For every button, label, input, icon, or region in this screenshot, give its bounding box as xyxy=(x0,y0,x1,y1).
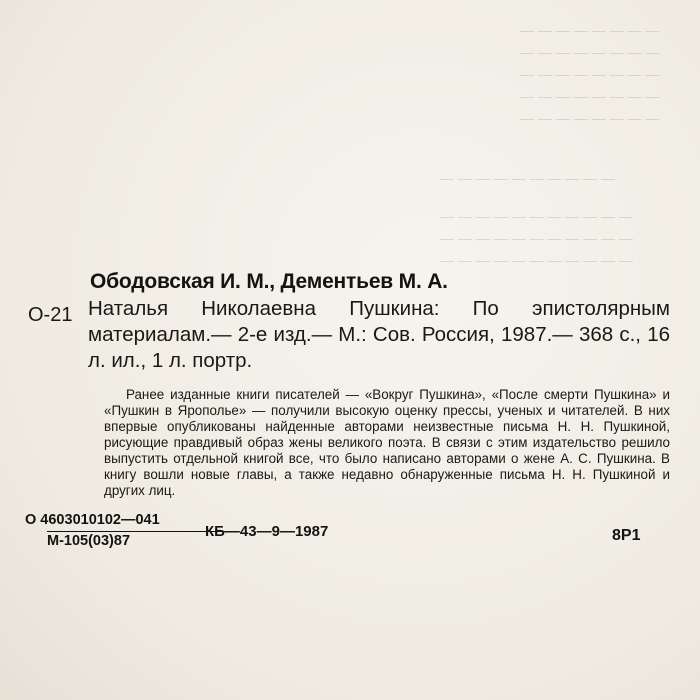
bleed-through-text: — — — — — — — — — — xyxy=(440,170,616,186)
bleed-through-text: — — — — — — — — xyxy=(520,44,660,60)
bleed-through-text: — — — — — — — — — — — xyxy=(440,208,633,224)
kb-code: КБ—43—9—1987 xyxy=(205,523,329,540)
bleed-through-text: — — — — — — — — xyxy=(520,66,660,82)
bleed-through-text: — — — — — — — — xyxy=(520,88,660,104)
bleed-through-text: — — — — — — — — xyxy=(520,110,660,126)
formula-numerator: О 4603010102—041 xyxy=(25,512,160,528)
classification-code: 8Р1 xyxy=(612,527,641,544)
bibliographic-entry: Наталья Николаевна Пушкина: По эпистолярным материалам.— 2-е изд.— М.: Сов. Россия, 1987.— 368 с., 16 л. ил., 1 л. портр. xyxy=(88,297,670,372)
bleed-through-text: — — — — — — — — — — — xyxy=(440,230,633,246)
formula-denominator: М-105(03)87 xyxy=(47,533,131,549)
formula-divider xyxy=(47,531,225,532)
call-number: О-21 xyxy=(28,304,73,326)
bleed-through-text: — — — — — — — — — — — xyxy=(440,252,633,268)
annotation-text: Ранее изданные книги писателей — «Вокруг Пушкина», «После смерти Пушкина» и «Пушкин в Ярополье» — получили высокую оценку прессы, ученых и читателей. В них впервые опубликованы найденные авторами неизвестные письма Н. Н. Пушкиной, рисующие правдивый образ жены великого поэта. В связи с этим издательство решило выпустить отдельной книгой все, что было написано авторами о жене А. С. Пушкина. В книгу вошли новые главы, а также недавно обнаруженные письма Н. Н. Пушкиной и других лиц. xyxy=(104,387,670,498)
authors-heading: Ободовская И. М., Дементьев М. А. xyxy=(90,270,448,293)
bleed-through-text: — — — — — — — — xyxy=(520,22,660,38)
